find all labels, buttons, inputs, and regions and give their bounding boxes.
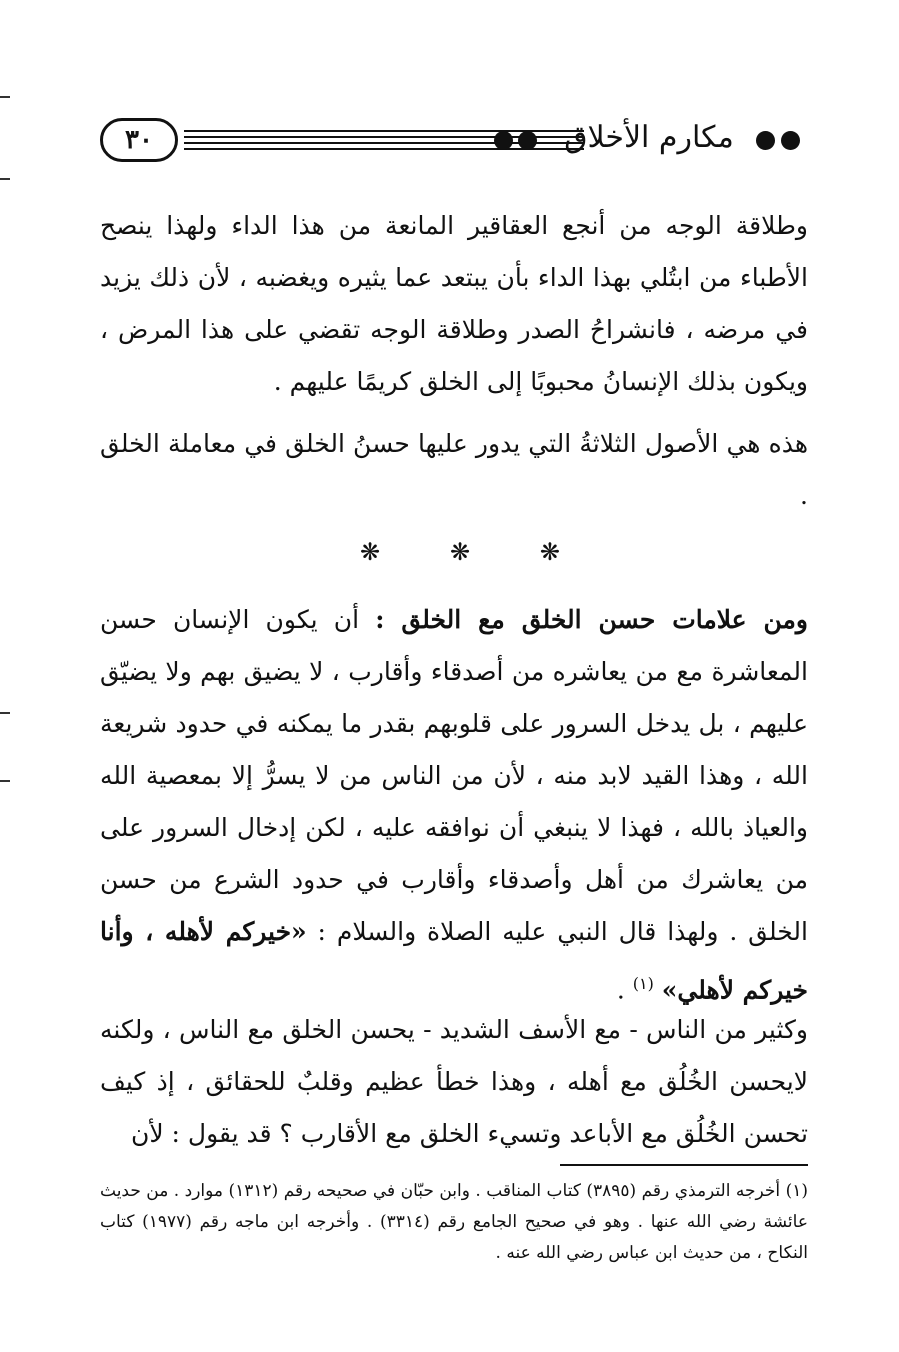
running-header [100, 118, 800, 168]
asterism-icon: ❋ [360, 538, 381, 566]
paragraph-3-end: . [616, 975, 625, 1005]
ornament-dot-icon [756, 131, 775, 150]
ornament-dot-icon [518, 131, 537, 150]
scan-edge-mark [0, 178, 10, 180]
section-lead-heading: ومن علامات حسن الخلق مع الخلق : [375, 605, 808, 634]
paragraph-2: هذه هي الأصول الثلاثةُ التي يدور عليها حسنُ الخلق في معاملة الخلق . [100, 429, 808, 510]
paragraph-4: وكثير من الناس - مع الأسف الشديد - يحسن الخلق مع الناس ، ولكنه لايحسن الخُلُق مع أهله ، وهذا خطأ عظيم وقلبٌ للحقائق ، إذ كيف تحسن الخُلُق مع الأباعد وتسيء الخلق مع الأقارب ؟ قد يقول : لأن [100, 1015, 808, 1148]
hadith-quote: «خيركم لأهله ، وأنا خيركم لأهلي» [100, 917, 808, 1005]
section-separator [360, 534, 560, 570]
footnote-reference[interactable]: (١) [632, 974, 654, 993]
footnote-1: (١) أخرجه الترمذي رقم (٣٨٩٥) كتاب المناقب . وابن حبّان في صحيحه رقم (١٣١٢) موارد . من حديث عائشة رضي الله عنها . وهو في صحيح الجامع رقم (٣٣١٤) . وأخرجه ابن ماجه رقم (١٩٧٧) كتاب النكاح ، من حديث ابن عباس رضي الله عنه . [100, 1181, 808, 1263]
paragraph-3-text: أن يكون الإنسان حسن المعاشرة مع من يعاشره من أصدقاء وأقارب ، لا يضيق بهم ولا يضيّق عليهم ، بل يدخل السرور على قلوبهم بقدر ما يمكنه في حدود شريعة الله ، وهذا القيد لابد منه ، لأن من الناس من لا يسرُّ إلا بمعصية الله والعياذ بالله ، فهذا لا ينبغي أن نوافقه عليه ، لكن إدخال السرور على من يعاشرك من أهل وأصدقاء وأقارب في حدود الشرع من حسن الخلق . ولهذا قال النبي عليه الصلاة والسلام : [100, 605, 808, 946]
scan-edge-mark [0, 96, 10, 98]
book-title: مكارم الأخلاق [564, 120, 734, 155]
paragraph-3 [100, 594, 808, 1016]
paragraph-1: وطلاقة الوجه من أنجع العقاقير المانعة من هذا الداء ولهذا ينصح الأطباء من ابتُلي بهذا الداء بأن يبتعد عما يثيره ويغضبه ، لأن ذلك يزيد في مرضه ، فانشراحُ الصدر وطلاقة الوجه تقضي على هذا المرض ، ويكون بذلك الإنسانُ محبوبًا إلى الخلق كريمًا عليهم . [100, 211, 808, 396]
ornament-dot-icon [494, 131, 513, 150]
scan-edge-mark [0, 780, 10, 782]
footnote-divider [560, 1164, 808, 1166]
page-number: ٣٠ [100, 118, 178, 162]
asterism-icon: ❋ [449, 538, 471, 566]
ornament-dot-icon [781, 131, 800, 150]
asterism-icon: ❋ [539, 538, 560, 566]
scan-edge-mark [0, 712, 10, 714]
